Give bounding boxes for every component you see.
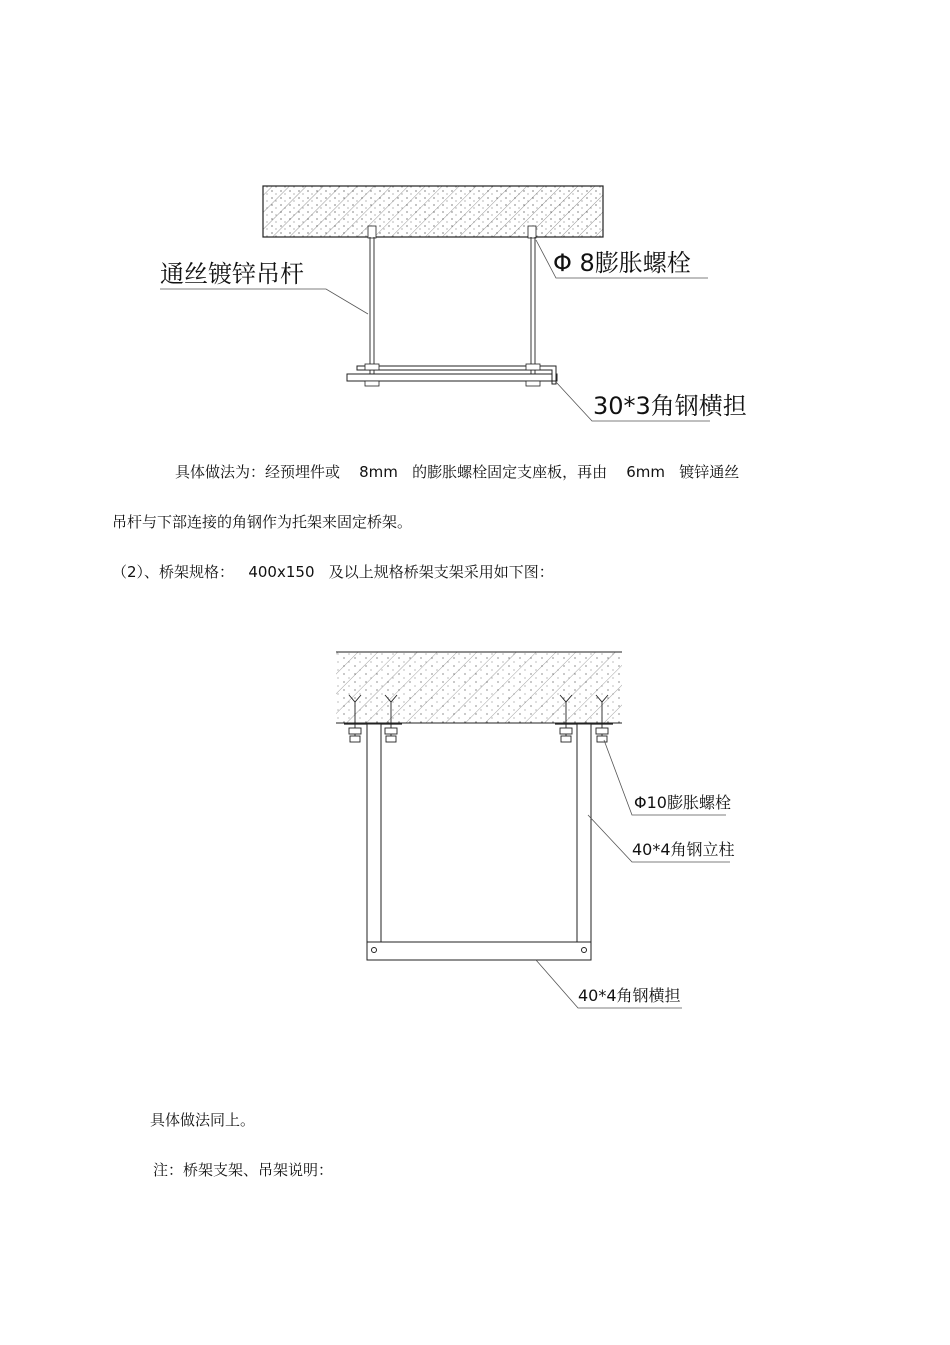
label-angle-crossarm-40x4: 40*4角钢横担	[578, 986, 681, 1005]
angle-steel-crossarm-2	[367, 942, 591, 960]
section-2-heading: （2）、桥架规格： 400x150 及以上规格桥架支架采用如下图：	[112, 563, 554, 581]
paragraph-1-line-2: 吊杆与下部连接的角钢作为托架来固定桥架。	[112, 513, 413, 531]
leader-lines-2	[536, 740, 730, 1008]
label-expansion-bolt-10: Φ10膨胀螺栓	[634, 793, 731, 812]
label-expansion-bolt-8: Φ 8膨胀螺栓	[553, 249, 691, 277]
concrete-slab-2	[336, 652, 622, 723]
angle-steel-columns	[367, 724, 591, 960]
label-threaded-rod: 通丝镀锌吊杆	[160, 260, 304, 288]
paragraph-1-line-1: 具体做法为：经预埋件或 8mm 的膨胀螺栓固定支座板，再由 6mm 镀锌通丝	[175, 463, 740, 481]
paragraph-2: 具体做法同上。	[150, 1111, 256, 1129]
note-heading: 注：桥架支架、吊架说明：	[153, 1161, 334, 1179]
label-angle-column-40x4: 40*4角钢立柱	[632, 840, 735, 859]
label-angle-steel-30x3: 30*3角钢横担	[593, 392, 747, 420]
